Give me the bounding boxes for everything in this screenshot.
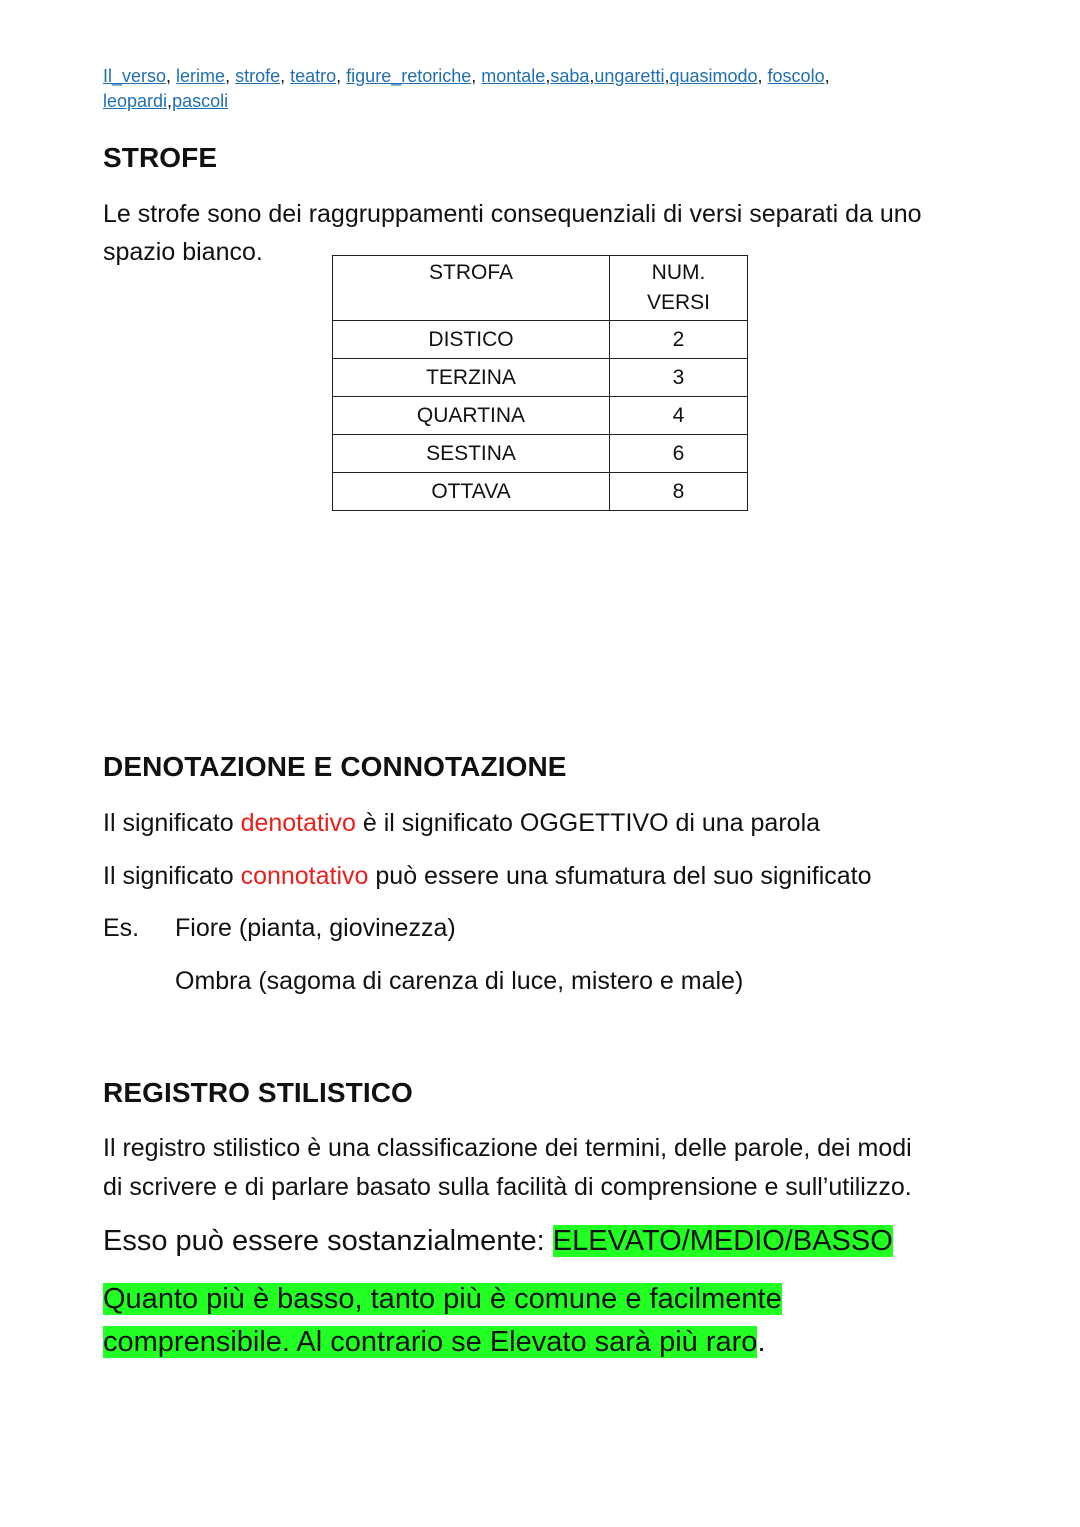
row-versi: 4 (610, 397, 748, 435)
denotazione-line2 (103, 857, 983, 895)
link-pascoli[interactable]: pascoli (172, 91, 229, 111)
link-lerime[interactable]: lerime (176, 66, 226, 86)
registro-note-line2 (103, 1321, 983, 1364)
topic-links: Il_verso, lerime, strofe, teatro, figure_retoriche, montale,saba,ungaretti,quasimodo, foscolo, leopardi,pascoli (103, 66, 830, 111)
table-row (333, 321, 748, 359)
link-strofe[interactable]: strofe (235, 66, 281, 86)
link-teatro[interactable]: teatro (290, 66, 337, 86)
link-saba[interactable]: saba (550, 66, 590, 86)
link-foscolo[interactable]: foscolo (767, 66, 825, 86)
link-montale[interactable]: montale (481, 66, 546, 86)
registro-text-line2: di scrivere e di parlare basato sulla facilità di comprensione e sull’utilizzo. (103, 1173, 912, 1201)
row-versi: 6 (610, 435, 748, 473)
registro-heading: REGISTRO STILISTICO (103, 1077, 413, 1108)
row-name: TERZINA (333, 359, 610, 397)
example-ombra: Ombra (sagoma di carenza di luce, mistero e male) (175, 967, 744, 995)
example-fiore: Fiore (pianta, giovinezza) (175, 914, 456, 942)
denotazione-heading: DENOTAZIONE E CONNOTAZIONE (103, 751, 567, 782)
header-strofa: STROFA (333, 256, 610, 321)
row-name: DISTICO (333, 321, 610, 359)
link-il-verso[interactable]: Il_verso (103, 66, 167, 86)
row-name: QUARTINA (333, 397, 610, 435)
sost-pre: Esso può essere sostanzialmente: (103, 1225, 553, 1257)
link-leopardi[interactable]: leopardi (103, 91, 168, 111)
registro-note-line1 (103, 1278, 983, 1321)
strofe-text-line2: spazio bianco. (103, 238, 263, 266)
connotativo-term: connotativo (240, 862, 369, 890)
table-header-row (333, 256, 748, 321)
row-versi: 3 (610, 359, 748, 397)
registro-sostanzialmente (103, 1220, 983, 1263)
row-versi: 8 (610, 473, 748, 511)
strofe-heading: STROFE (103, 142, 218, 173)
table-row (333, 435, 748, 473)
denotazione-l1-post: è il significato OGGETTIVO di una parola (355, 809, 821, 837)
header-num-versi (610, 256, 748, 321)
strofe-text-line1: Le strofe sono dei raggruppamenti consequenziali di versi separati da uno (103, 200, 922, 228)
denotazione-l1-pre: Il significato (103, 809, 241, 837)
denotativo-term: denotativo (240, 809, 356, 837)
row-name: SESTINA (333, 435, 610, 473)
link-ungaretti[interactable]: ungaretti (594, 66, 665, 86)
registro-note-hl1: Quanto più è basso, tanto più è comune e facilmente (103, 1283, 782, 1315)
link-quasimodo[interactable]: quasimodo (669, 66, 758, 86)
row-versi: 2 (610, 321, 748, 359)
link-figure-retoriche[interactable]: figure_retoriche (346, 66, 472, 86)
strofe-table (332, 255, 748, 511)
header-num: NUM. (651, 261, 706, 284)
denotazione-line1 (103, 804, 983, 842)
registro-note-hl2: comprensibile. Al contrario se Elevato sarà più raro (103, 1326, 758, 1358)
example-label: Es. (103, 914, 140, 942)
table-row (333, 473, 748, 511)
header-versi: VERSI (646, 291, 711, 314)
table-row (333, 397, 748, 435)
registro-text-line1: Il registro stilistico è una classificazione dei termini, delle parole, dei modi (103, 1134, 912, 1162)
registro-note-end: . (757, 1326, 766, 1358)
table-row (333, 359, 748, 397)
denotazione-l2-pre: Il significato (103, 862, 241, 890)
row-name: OTTAVA (333, 473, 610, 511)
denotazione-l2-post: può essere una sfumatura del suo significato (368, 862, 872, 890)
registro-levels-highlight: ELEVATO/MEDIO/BASSO (552, 1225, 893, 1257)
